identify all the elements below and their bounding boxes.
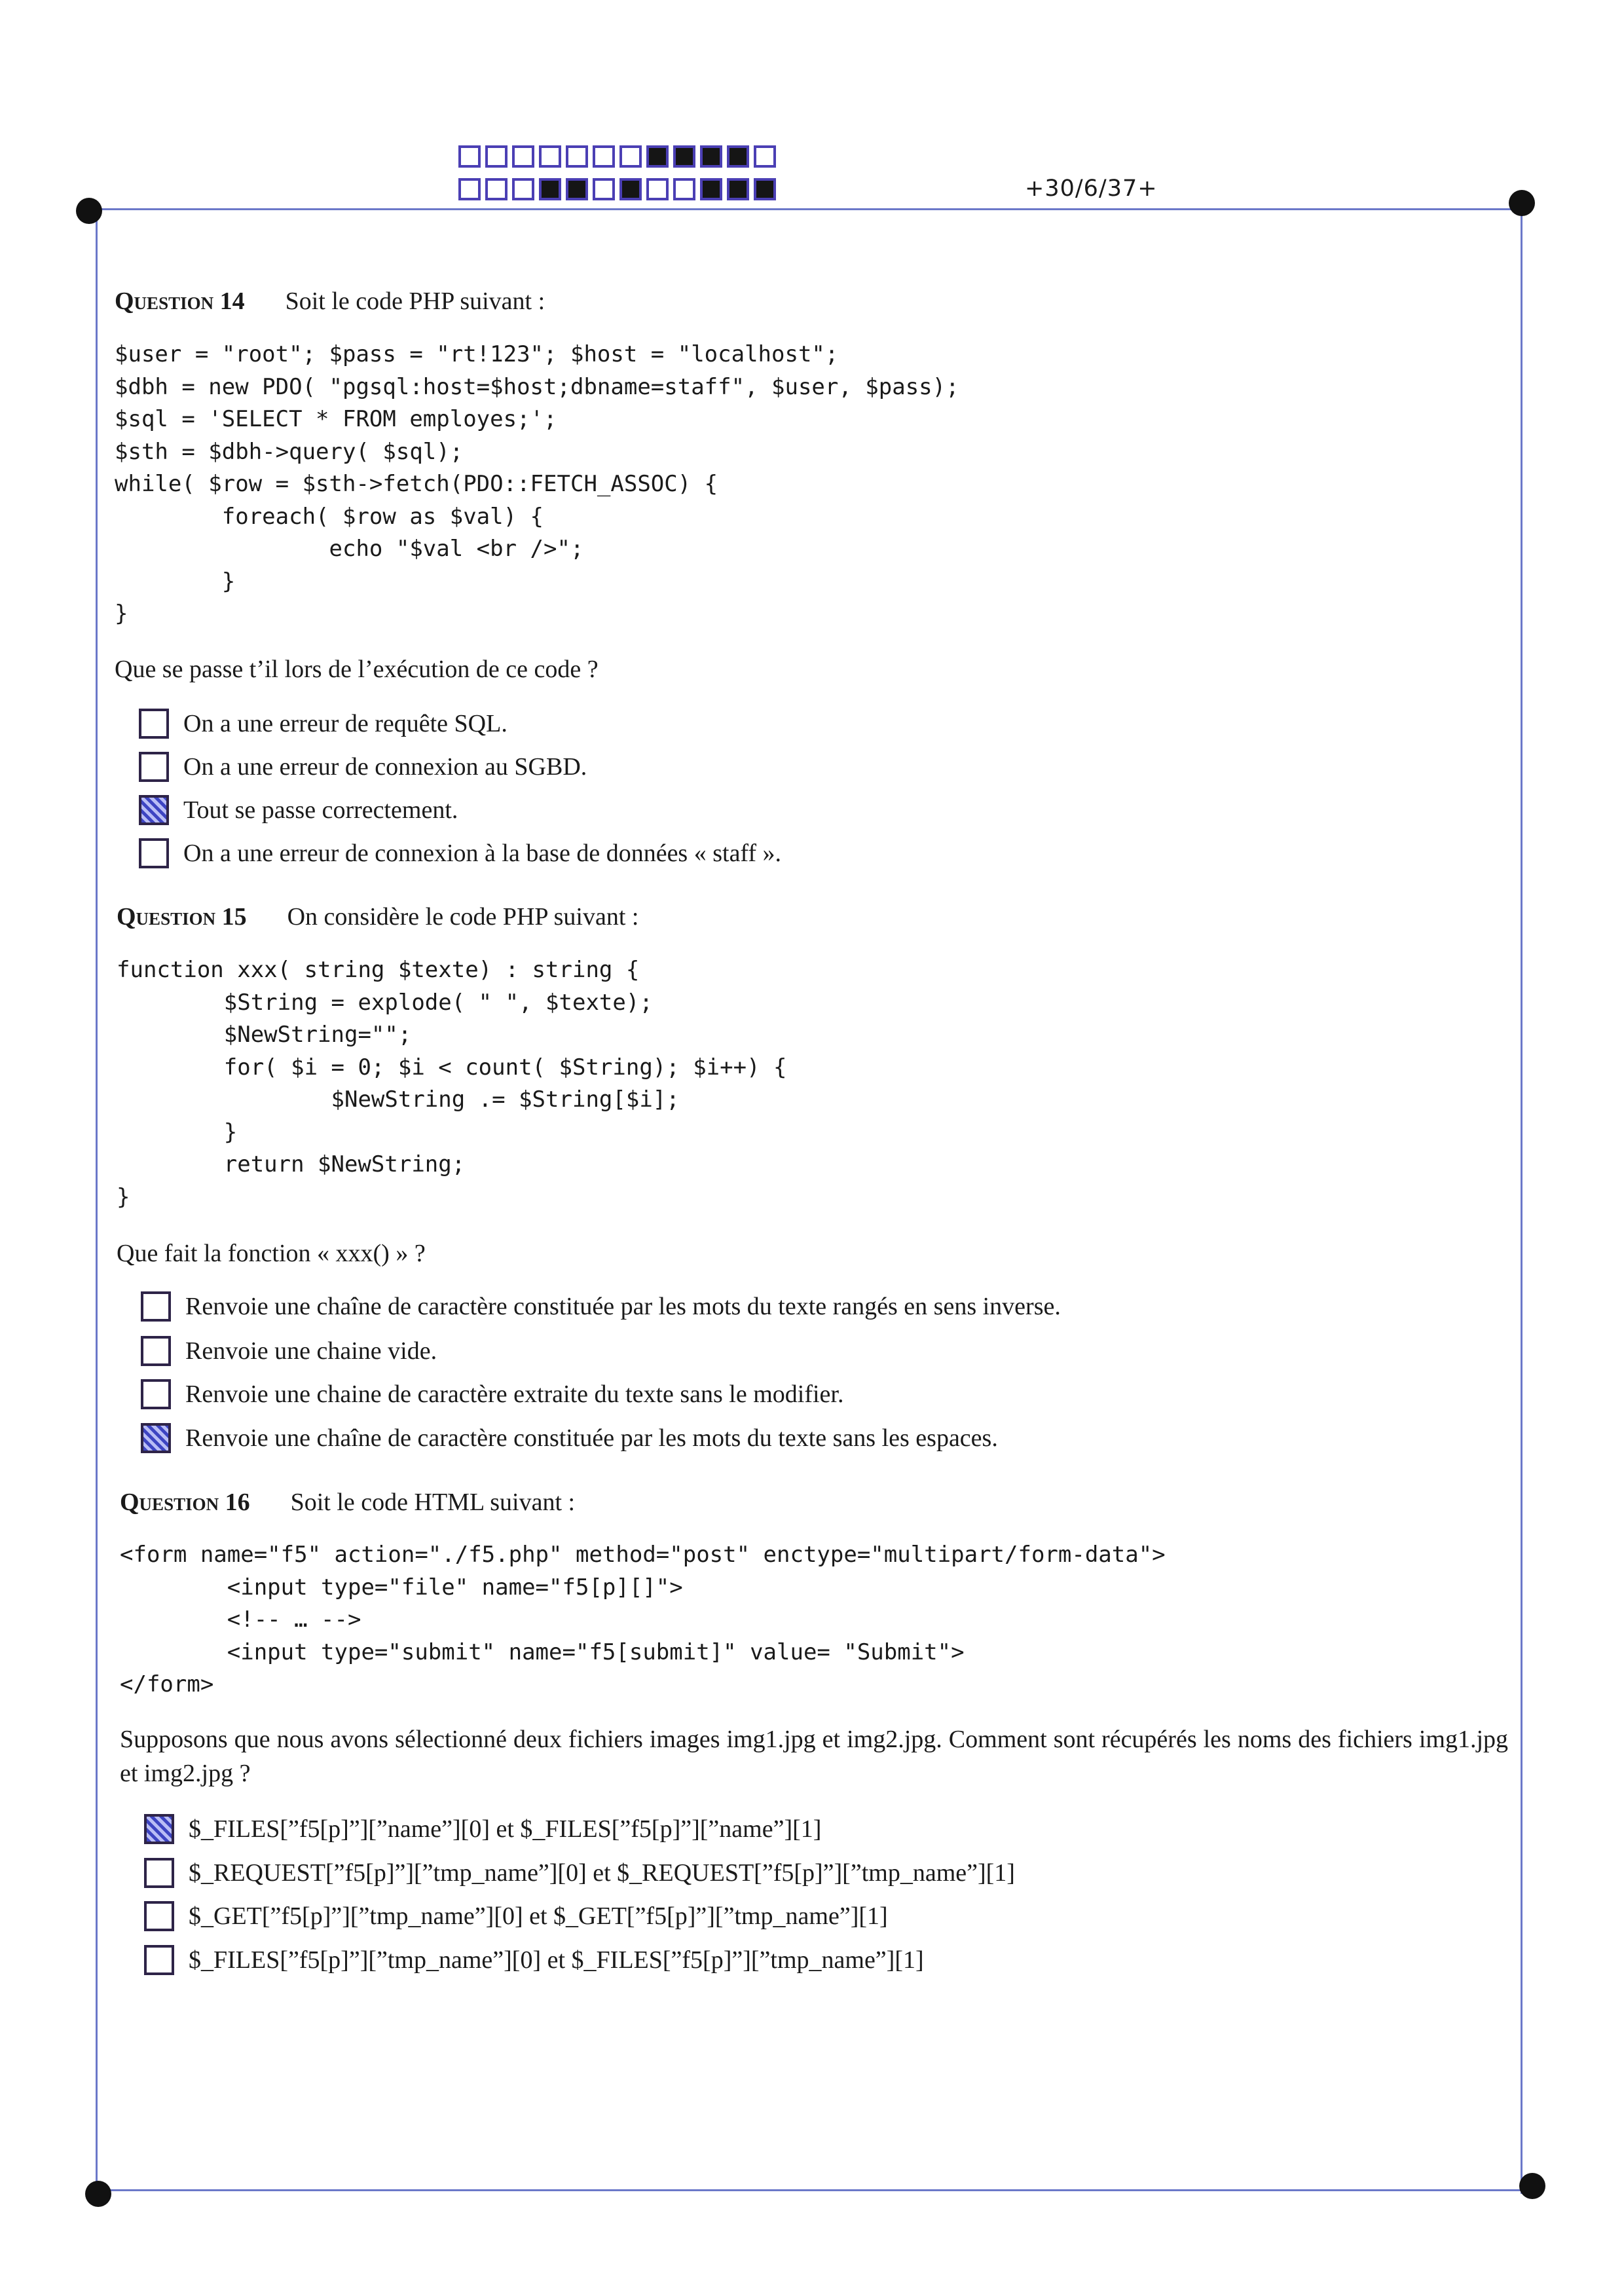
- id-code-box: [566, 145, 588, 168]
- question-16-answer-1[interactable]: [144, 1814, 821, 1844]
- id-code-box: [485, 178, 507, 200]
- answer-text: $_FILES[”f5[p]”][”name”][0] et $_FILES[”f5[p]”][”name”][1]: [189, 1815, 822, 1843]
- question-14-title: Soit le code PHP suivant :: [285, 287, 545, 315]
- answer-text: On a une erreur de connexion à la base de données « staff ».: [183, 840, 782, 867]
- id-code-box: [673, 145, 695, 168]
- page-id: +30/6/37+: [1025, 176, 1158, 202]
- checkbox[interactable]: [144, 1814, 174, 1844]
- question-16-answer-2[interactable]: [144, 1858, 1015, 1888]
- frame-right-line: [1521, 203, 1522, 2194]
- answer-text: Renvoie une chaine vide.: [185, 1337, 437, 1365]
- question-14-answer-2[interactable]: [139, 752, 587, 782]
- question-15-answer-4[interactable]: [141, 1423, 998, 1453]
- frame-bottom-line: [98, 2189, 1526, 2191]
- question-15-answer-1[interactable]: [141, 1291, 1061, 1322]
- id-code-box: [646, 145, 669, 168]
- id-code-box: [539, 145, 561, 168]
- id-code-box: [646, 178, 669, 200]
- frame-top-line: [90, 208, 1524, 210]
- id-code-box: [754, 145, 776, 168]
- corner-marker-bottom-right: [1519, 2173, 1545, 2199]
- checkbox[interactable]: [141, 1291, 171, 1322]
- question-15-answer-2[interactable]: [141, 1336, 437, 1366]
- checkbox[interactable]: [139, 838, 169, 868]
- checkbox[interactable]: [144, 1858, 174, 1888]
- answer-text: $_GET[”f5[p]”][”tmp_name”][0] et $_GET[”f5[p]”][”tmp_name”][1]: [189, 1902, 888, 1930]
- checkbox[interactable]: [139, 752, 169, 782]
- id-code-box: [566, 178, 588, 200]
- id-code-box: [512, 178, 534, 200]
- id-code-box: [619, 178, 642, 200]
- question-14-answer-3[interactable]: [139, 795, 458, 825]
- question-16-header: [120, 1488, 575, 1517]
- question-14-prompt: Que se passe t’il lors de l’exécution de ce code ?: [115, 656, 599, 683]
- question-14-answer-4[interactable]: [139, 838, 781, 868]
- question-14-label: Question 14: [115, 287, 245, 315]
- id-code-box: [673, 178, 695, 200]
- checkbox[interactable]: [141, 1336, 171, 1366]
- id-code-box: [539, 178, 561, 200]
- question-16-answer-3[interactable]: [144, 1901, 888, 1931]
- id-code-box: [458, 178, 481, 200]
- id-code-box: [485, 145, 507, 168]
- checkbox[interactable]: [144, 1901, 174, 1931]
- question-15-answer-3[interactable]: [141, 1379, 843, 1409]
- checkbox[interactable]: [141, 1379, 171, 1409]
- corner-marker-top-left: [76, 198, 102, 224]
- id-code-box: [727, 145, 749, 168]
- checkbox[interactable]: [139, 709, 169, 739]
- question-14-code: $user = "root"; $pass = "rt!123"; $host = "localhost"; $dbh = new PDO( "pgsql:host=$host;dbname=staff", $user, $pass); $sql = 'SELECT * FROM employes;'; $sth = $dbh->query( $sql); while( $row = $sth->fetch(PDO::FETCH_ASSOC) { foreach( $row as $val) { echo "$val <br />"; } }: [115, 341, 959, 627]
- answer-text: Renvoie une chaine de caractère extraite du texte sans le modifier.: [185, 1380, 844, 1408]
- id-code-box: [727, 178, 749, 200]
- answer-text: Tout se passe correctement.: [183, 796, 458, 824]
- checkbox[interactable]: [141, 1423, 171, 1453]
- id-code-box: [700, 145, 722, 168]
- question-14-answer-1[interactable]: [139, 709, 507, 739]
- corner-marker-top-right: [1509, 190, 1535, 216]
- question-15-title: On considère le code PHP suivant :: [287, 903, 639, 931]
- question-15-header: [117, 902, 638, 931]
- id-code-box: [700, 178, 722, 200]
- question-14-header: [115, 287, 545, 316]
- answer-text: $_FILES[”f5[p]”][”tmp_name”][0] et $_FILES[”f5[p]”][”tmp_name”][1]: [189, 1946, 924, 1974]
- question-16-code: <form name="f5" action="./f5.php" method="post" enctype="multipart/form-data"> <input type="file" name="f5[p][]"> <!-- … --> <input type="submit" name="f5[submit]" value= "Submit"> </form>: [120, 1542, 1166, 1697]
- answer-text: Renvoie une chaîne de caractère constituée par les mots du texte sans les espaces.: [185, 1424, 998, 1452]
- id-code-box: [458, 145, 481, 168]
- id-code-box: [512, 145, 534, 168]
- checkbox[interactable]: [144, 1945, 174, 1975]
- id-code-row-2: [458, 178, 776, 200]
- question-16-answer-4[interactable]: [144, 1945, 924, 1975]
- question-15-code: function xxx( string $texte) : string { $String = explode( " ", $texte); $NewString=""; for( $i = 0; $i < count( $String); $i++) { $NewString .= $String[$i]; } return $NewString; }: [117, 957, 787, 1210]
- answer-text: On a une erreur de connexion au SGBD.: [183, 753, 587, 781]
- frame-left-line: [96, 210, 98, 2194]
- answer-text: On a une erreur de requête SQL.: [183, 710, 507, 737]
- id-code-box: [619, 145, 642, 168]
- id-code-box: [754, 178, 776, 200]
- question-15-prompt: Que fait la fonction « xxx() » ?: [117, 1240, 426, 1267]
- corner-marker-bottom-left: [85, 2181, 111, 2207]
- id-code-row-1: [458, 145, 776, 168]
- answer-text: Renvoie une chaîne de caractère constituée par les mots du texte rangés en sens inverse.: [185, 1293, 1061, 1320]
- question-15-label: Question 15: [117, 903, 247, 931]
- question-16-title: Soit le code HTML suivant :: [290, 1489, 576, 1516]
- checkbox[interactable]: [139, 795, 169, 825]
- id-code-box: [593, 145, 615, 168]
- id-code-box: [593, 178, 615, 200]
- question-16-prompt: Supposons que nous avons sélectionné deux fichiers images img1.jpg et img2.jpg. Comment sont récupérés les noms des fichiers img1.jpg et img2.jpg ?: [120, 1726, 1508, 1787]
- answer-text: $_REQUEST[”f5[p]”][”tmp_name”][0] et $_REQUEST[”f5[p]”][”tmp_name”][1]: [189, 1859, 1015, 1887]
- question-16-label: Question 16: [120, 1489, 250, 1516]
